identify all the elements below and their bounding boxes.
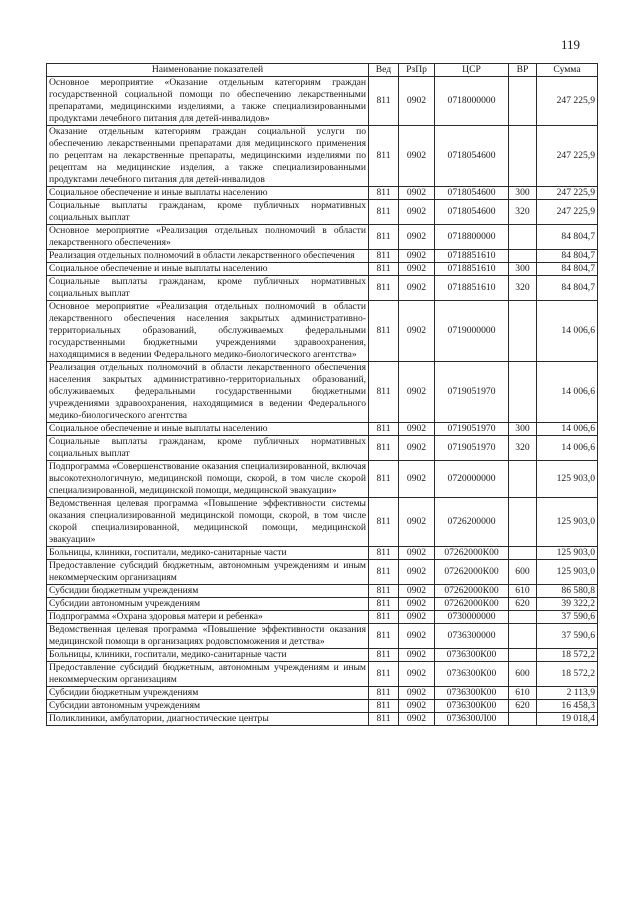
cell-sum: 247 225,9 <box>537 187 598 200</box>
cell-sum: 37 590,6 <box>537 624 598 649</box>
cell-csr: 0719051970 <box>435 423 509 436</box>
cell-sum: 247 225,9 <box>537 77 598 126</box>
cell-csr: 0718851610 <box>435 276 509 301</box>
cell-sum: 84 804,7 <box>537 276 598 301</box>
cell-sum: 125 903,0 <box>537 547 598 560</box>
cell-csr: 07262000К00 <box>435 560 509 585</box>
cell-ved: 811 <box>369 200 399 225</box>
cell-vr: 320 <box>509 436 537 461</box>
cell-name: Подпрограмма «Совершенствование оказания специализированной, включая высокотехнологичную, медицинской помощи, скорой, в том числе скорой специализированной, медицинской помощи, медицинской эвакуации» <box>47 461 369 498</box>
cell-csr: 0736300К00 <box>435 662 509 687</box>
cell-name: Поликлиники, амбулатории, диагностические центры <box>47 713 369 726</box>
cell-ved: 811 <box>369 598 399 611</box>
cell-rzpr: 0902 <box>399 276 435 301</box>
cell-sum: 14 006,6 <box>537 301 598 362</box>
cell-rzpr: 0902 <box>399 461 435 498</box>
cell-vr <box>509 301 537 362</box>
table-row <box>47 649 598 662</box>
cell-sum: 125 903,0 <box>537 461 598 498</box>
table-row <box>47 77 598 126</box>
cell-rzpr: 0902 <box>399 700 435 713</box>
cell-sum: 84 804,7 <box>537 263 598 276</box>
cell-vr <box>509 713 537 726</box>
cell-name: Социальное обеспечение и иные выплаты населению <box>47 263 369 276</box>
header-csr: ЦСР <box>435 64 509 77</box>
cell-vr: 300 <box>509 263 537 276</box>
cell-sum: 14 006,6 <box>537 423 598 436</box>
cell-rzpr: 0902 <box>399 687 435 700</box>
cell-rzpr: 0902 <box>399 662 435 687</box>
cell-name: Субсидии бюджетным учреждениям <box>47 687 369 700</box>
cell-vr: 300 <box>509 423 537 436</box>
cell-vr: 620 <box>509 598 537 611</box>
cell-rzpr: 0902 <box>399 598 435 611</box>
cell-rzpr: 0902 <box>399 585 435 598</box>
cell-sum: 14 006,6 <box>537 362 598 423</box>
cell-vr: 620 <box>509 700 537 713</box>
cell-vr <box>509 611 537 624</box>
budget-table <box>46 63 598 726</box>
cell-csr: 07262000К00 <box>435 585 509 598</box>
cell-sum: 84 804,7 <box>537 250 598 263</box>
cell-sum: 247 225,9 <box>537 200 598 225</box>
cell-rzpr: 0902 <box>399 77 435 126</box>
cell-rzpr: 0902 <box>399 713 435 726</box>
cell-rzpr: 0902 <box>399 423 435 436</box>
cell-ved: 811 <box>369 700 399 713</box>
cell-sum: 125 903,0 <box>537 560 598 585</box>
cell-ved: 811 <box>369 301 399 362</box>
cell-sum: 18 572,2 <box>537 649 598 662</box>
cell-name: Больницы, клиники, госпитали, медико-санитарные части <box>47 547 369 560</box>
cell-rzpr: 0902 <box>399 560 435 585</box>
table-row <box>47 687 598 700</box>
cell-vr <box>509 624 537 649</box>
table-row <box>47 126 598 187</box>
cell-name: Ведомственная целевая программа «Повышение эффективности оказания медицинской помощи в организациях родовспоможения и детства» <box>47 624 369 649</box>
table-row <box>47 301 598 362</box>
cell-vr: 610 <box>509 585 537 598</box>
table-row <box>47 498 598 547</box>
cell-name: Предоставление субсидий бюджетным, автономным учреждениям и иным некоммерческим организациям <box>47 560 369 585</box>
header-rzpr: РзПр <box>399 64 435 77</box>
cell-vr <box>509 126 537 187</box>
cell-name: Социальные выплаты гражданам, кроме публичных нормативных социальных выплат <box>47 436 369 461</box>
cell-name: Оказание отдельным категориям граждан социальной услуги по обеспечению лекарственными препаратами для медицинского применения по рецептам на лекарственные препараты, медицинскими изделиями по рецептам на медицинские изделия, а также специализированными продуктами лечебного питания для детей-инвалидов <box>47 126 369 187</box>
header-ved: Вед <box>369 64 399 77</box>
cell-vr <box>509 362 537 423</box>
table-row <box>47 547 598 560</box>
cell-csr: 0718054600 <box>435 187 509 200</box>
table-row <box>47 713 598 726</box>
cell-ved: 811 <box>369 461 399 498</box>
table-body <box>47 77 598 726</box>
cell-vr <box>509 461 537 498</box>
cell-ved: 811 <box>369 498 399 547</box>
cell-sum: 247 225,9 <box>537 126 598 187</box>
table-row <box>47 200 598 225</box>
cell-csr: 0736300К00 <box>435 649 509 662</box>
table-row <box>47 560 598 585</box>
table-row <box>47 436 598 461</box>
cell-name: Субсидии бюджетным учреждениям <box>47 585 369 598</box>
table-row <box>47 700 598 713</box>
table-row <box>47 263 598 276</box>
cell-sum: 39 322,2 <box>537 598 598 611</box>
cell-ved: 811 <box>369 624 399 649</box>
cell-ved: 811 <box>369 362 399 423</box>
cell-csr: 07262000К00 <box>435 598 509 611</box>
table-row <box>47 250 598 263</box>
table-row <box>47 423 598 436</box>
cell-csr: 07262000К00 <box>435 547 509 560</box>
page-number: 119 <box>561 37 581 52</box>
cell-rzpr: 0902 <box>399 649 435 662</box>
cell-csr: 0720000000 <box>435 461 509 498</box>
cell-sum: 125 903,0 <box>537 498 598 547</box>
table-row <box>47 276 598 301</box>
table-header-row <box>47 64 598 77</box>
cell-csr: 0736300000 <box>435 624 509 649</box>
cell-csr: 0730000000 <box>435 611 509 624</box>
cell-rzpr: 0902 <box>399 498 435 547</box>
cell-name: Субсидии автономным учреждениям <box>47 598 369 611</box>
cell-ved: 811 <box>369 436 399 461</box>
cell-name: Реализация отдельных полномочий в области лекарственного обеспечения <box>47 250 369 263</box>
cell-csr: 0736300Л00 <box>435 713 509 726</box>
cell-csr: 0718054600 <box>435 126 509 187</box>
cell-sum: 18 572,2 <box>537 662 598 687</box>
cell-rzpr: 0902 <box>399 624 435 649</box>
cell-ved: 811 <box>369 423 399 436</box>
cell-sum: 16 458,3 <box>537 700 598 713</box>
cell-ved: 811 <box>369 225 399 250</box>
cell-name: Социальные выплаты гражданам, кроме публичных нормативных социальных выплат <box>47 276 369 301</box>
cell-name: Больницы, клиники, госпитали, медико-санитарные части <box>47 649 369 662</box>
table-row <box>47 662 598 687</box>
cell-sum: 84 804,7 <box>537 225 598 250</box>
cell-vr <box>509 225 537 250</box>
cell-csr: 0718000000 <box>435 77 509 126</box>
table-row <box>47 461 598 498</box>
cell-sum: 14 006,6 <box>537 436 598 461</box>
cell-rzpr: 0902 <box>399 263 435 276</box>
cell-csr: 0719000000 <box>435 301 509 362</box>
table-row <box>47 362 598 423</box>
cell-vr <box>509 649 537 662</box>
cell-rzpr: 0902 <box>399 547 435 560</box>
cell-rzpr: 0902 <box>399 187 435 200</box>
cell-name: Реализация отдельных полномочий в области лекарственного обеспечения населения закрытых административно-территориальных образований, обслуживаемых федеральными государственными бюджетными учреждениями здравоохранения, находящимися в ведении Федерального медико-биологического агентства <box>47 362 369 423</box>
cell-ved: 811 <box>369 585 399 598</box>
cell-ved: 811 <box>369 250 399 263</box>
cell-csr: 0736300К00 <box>435 700 509 713</box>
cell-ved: 811 <box>369 649 399 662</box>
cell-sum: 19 018,4 <box>537 713 598 726</box>
cell-ved: 811 <box>369 263 399 276</box>
cell-rzpr: 0902 <box>399 301 435 362</box>
cell-sum: 37 590,6 <box>537 611 598 624</box>
cell-rzpr: 0902 <box>399 200 435 225</box>
cell-ved: 811 <box>369 547 399 560</box>
cell-ved: 811 <box>369 713 399 726</box>
cell-vr <box>509 498 537 547</box>
cell-vr <box>509 547 537 560</box>
cell-name: Социальные выплаты гражданам, кроме публичных нормативных социальных выплат <box>47 200 369 225</box>
cell-rzpr: 0902 <box>399 436 435 461</box>
cell-name: Основное мероприятие «Оказание отдельным категориям граждан государственной социальной помощи по обеспечению лекарственными препаратами, медицинскими изделиями, а также специализированными продуктами лечебного питания для детей-инвалидов» <box>47 77 369 126</box>
cell-ved: 811 <box>369 662 399 687</box>
table-row <box>47 225 598 250</box>
cell-name: Основное мероприятие «Реализация отдельных полномочий в области лекарственного обеспечения» <box>47 225 369 250</box>
cell-sum: 2 113,9 <box>537 687 598 700</box>
cell-rzpr: 0902 <box>399 225 435 250</box>
cell-csr: 0726200000 <box>435 498 509 547</box>
table-row <box>47 598 598 611</box>
cell-name: Субсидии автономным учреждениям <box>47 700 369 713</box>
cell-csr: 0736300К00 <box>435 687 509 700</box>
cell-vr: 610 <box>509 687 537 700</box>
cell-name: Социальное обеспечение и иные выплаты населению <box>47 423 369 436</box>
header-sum: Сумма <box>537 64 598 77</box>
cell-rzpr: 0902 <box>399 362 435 423</box>
cell-vr: 320 <box>509 276 537 301</box>
cell-vr: 300 <box>509 187 537 200</box>
cell-vr: 320 <box>509 200 537 225</box>
cell-ved: 811 <box>369 611 399 624</box>
cell-rzpr: 0902 <box>399 126 435 187</box>
header-vr: ВР <box>509 64 537 77</box>
cell-ved: 811 <box>369 687 399 700</box>
cell-ved: 811 <box>369 126 399 187</box>
table-row <box>47 624 598 649</box>
cell-csr: 0718851610 <box>435 250 509 263</box>
table-row <box>47 187 598 200</box>
cell-rzpr: 0902 <box>399 250 435 263</box>
cell-vr: 600 <box>509 662 537 687</box>
cell-name: Подпрограмма «Охрана здоровья матери и ребенка» <box>47 611 369 624</box>
cell-name: Основное мероприятие «Реализация отдельных полномочий в области лекарственного обеспечения населения закрытых административно-территориальных образований, обслуживаемых федеральными государственными бюджетными учреждениями здравоохранения, находящимися в ведении Федерального медико-биологического агентства» <box>47 301 369 362</box>
header-name: Наименование показателей <box>47 64 369 77</box>
table-row <box>47 585 598 598</box>
cell-csr: 0718851610 <box>435 263 509 276</box>
cell-ved: 811 <box>369 560 399 585</box>
cell-csr: 0718800000 <box>435 225 509 250</box>
cell-csr: 0719051970 <box>435 436 509 461</box>
cell-name: Ведомственная целевая программа «Повышение эффективности системы оказания специализированной медицинской помощи, скорой, в том числе скорой специализированной, медицинской помощи, медицинской эвакуации» <box>47 498 369 547</box>
cell-name: Социальное обеспечение и иные выплаты населению <box>47 187 369 200</box>
cell-vr <box>509 250 537 263</box>
cell-vr <box>509 77 537 126</box>
cell-sum: 86 580,8 <box>537 585 598 598</box>
table-row <box>47 611 598 624</box>
cell-ved: 811 <box>369 187 399 200</box>
cell-vr: 600 <box>509 560 537 585</box>
cell-csr: 0719051970 <box>435 362 509 423</box>
cell-rzpr: 0902 <box>399 611 435 624</box>
cell-csr: 0718054600 <box>435 200 509 225</box>
cell-ved: 811 <box>369 276 399 301</box>
cell-name: Предоставление субсидий бюджетным, автономным учреждениям и иным некоммерческим организациям <box>47 662 369 687</box>
cell-ved: 811 <box>369 77 399 126</box>
